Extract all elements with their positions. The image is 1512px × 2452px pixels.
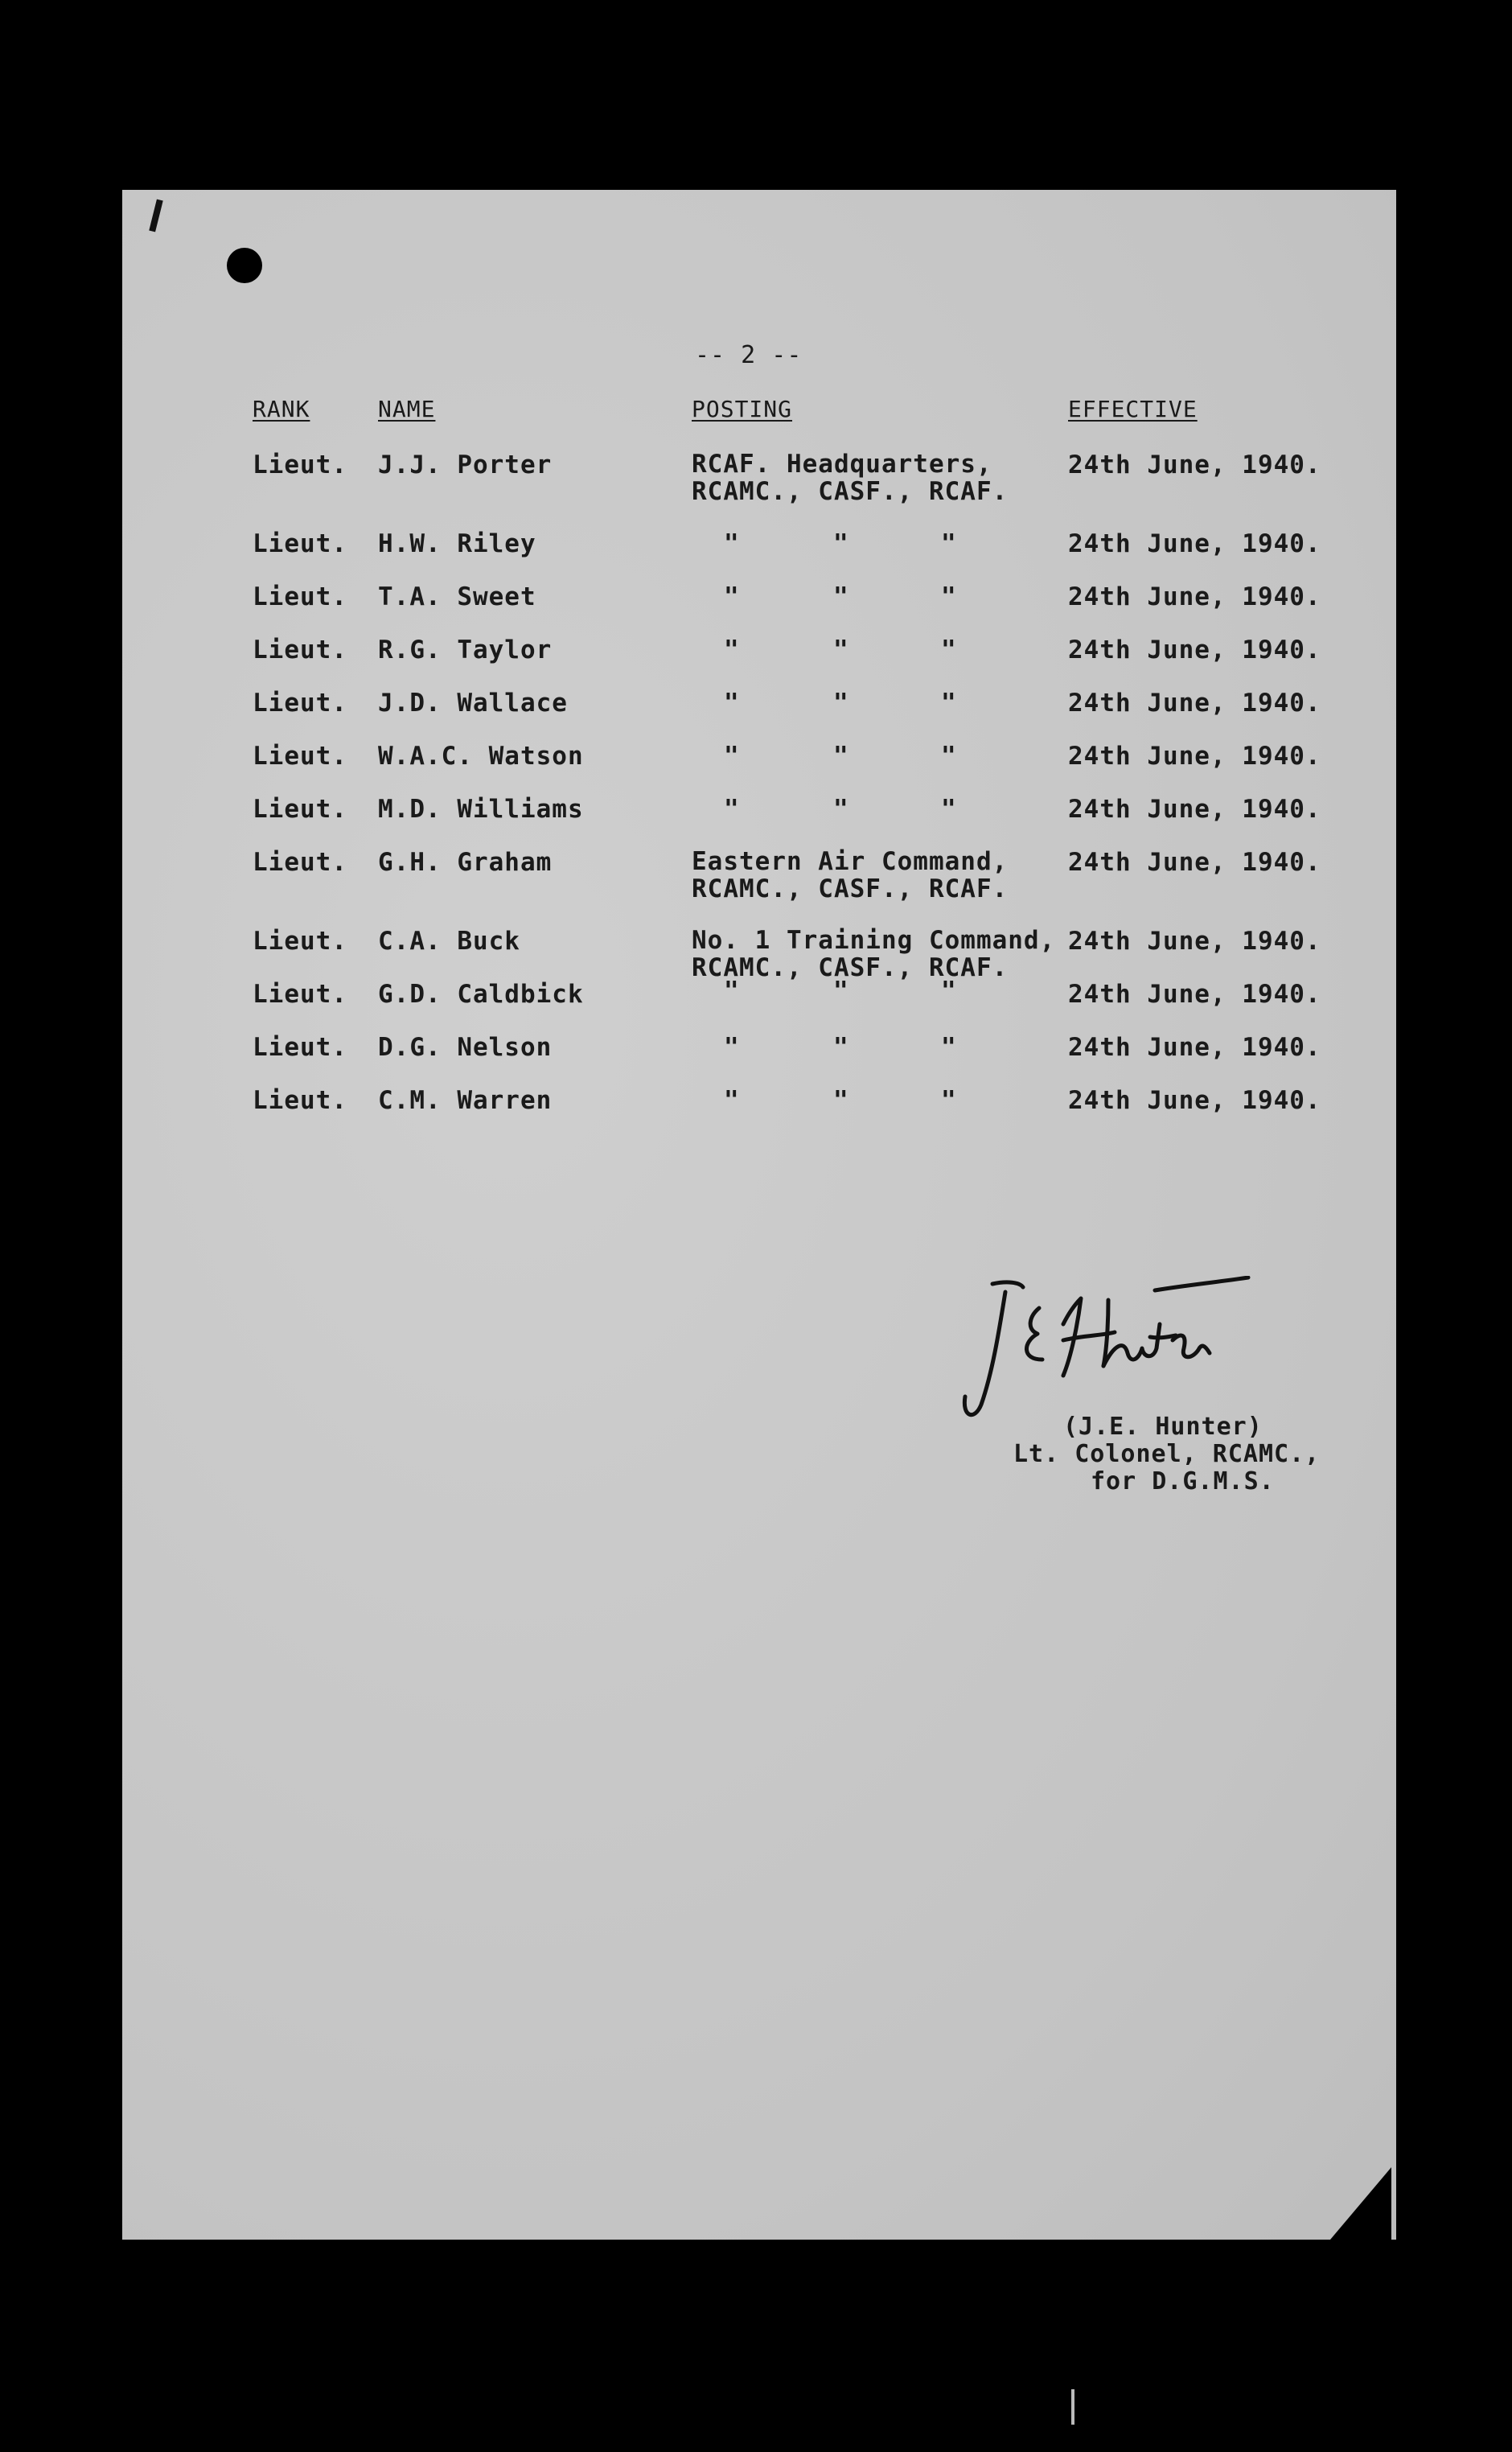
rank-cell: Lieut. <box>253 450 347 479</box>
posting-line: RCAMC., CASF., RCAF. <box>692 874 1009 903</box>
ditto-mark: " <box>833 689 849 718</box>
ditto-mark: " <box>833 529 849 558</box>
signatory-rank: Lt. Colonel, RCAMC., <box>1013 1440 1321 1468</box>
name-cell: T.A. Sweet <box>378 582 536 611</box>
rank-cell: Lieut. <box>253 742 347 771</box>
ditto-mark: " <box>941 795 957 824</box>
ditto-mark: " <box>724 1086 740 1115</box>
table-row <box>122 742 1396 790</box>
ditto-mark: " <box>833 636 849 664</box>
ink-mark <box>149 200 162 232</box>
name-cell: J.J. Porter <box>378 450 553 479</box>
table-row <box>122 450 1396 506</box>
name-cell: M.D. Williams <box>378 795 584 824</box>
signatory-name: (J.E. Hunter) <box>1063 1413 1263 1441</box>
effective-cell: 24th June, 1940. <box>1068 927 1321 956</box>
effective-cell: 24th June, 1940. <box>1068 529 1321 558</box>
ditto-mark: " <box>941 977 957 1006</box>
effective-cell: 24th June, 1940. <box>1068 742 1321 771</box>
posting-line: Eastern Air Command, <box>692 847 1009 876</box>
header-effective: EFFECTIVE <box>1068 396 1198 422</box>
name-cell: G.H. Graham <box>378 848 553 877</box>
ditto-mark: " <box>724 742 740 771</box>
name-cell: W.A.C. Watson <box>378 742 584 771</box>
posting-line: RCAMC., CASF., RCAF. <box>692 953 1009 982</box>
ditto-mark: " <box>941 582 957 611</box>
ditto-mark: " <box>941 1086 957 1115</box>
table-row <box>122 582 1396 631</box>
ditto-mark: " <box>724 689 740 718</box>
ditto-mark: " <box>941 689 957 718</box>
name-cell: G.D. Caldbick <box>378 980 584 1009</box>
folded-corner <box>1330 2167 1391 2240</box>
ditto-mark: " <box>724 977 740 1006</box>
posting-line: No. 1 Training Command, <box>692 926 1056 955</box>
header-rank: RANK <box>253 396 310 422</box>
rank-cell: Lieut. <box>253 980 347 1009</box>
ditto-mark: " <box>941 529 957 558</box>
page-number: -- 2 -- <box>695 341 803 369</box>
rank-cell: Lieut. <box>253 689 347 718</box>
effective-cell: 24th June, 1940. <box>1068 450 1321 479</box>
rank-cell: Lieut. <box>253 529 347 558</box>
ditto-mark: " <box>833 582 849 611</box>
table-row <box>122 795 1396 843</box>
ditto-mark: " <box>724 795 740 824</box>
table-row <box>122 636 1396 684</box>
table-row <box>122 977 1396 1028</box>
rank-cell: Lieut. <box>253 636 347 664</box>
rank-cell: Lieut. <box>253 582 347 611</box>
effective-cell: 24th June, 1940. <box>1068 1033 1321 1062</box>
posting-line: RCAF. Headquarters, <box>692 450 992 479</box>
rank-cell: Lieut. <box>253 795 347 824</box>
table-row <box>122 847 1396 903</box>
handwritten-signature <box>943 1276 1264 1429</box>
signature-block <box>894 1276 1321 1517</box>
scan-mark <box>1071 2389 1074 2425</box>
table-row <box>122 1086 1396 1134</box>
table-row <box>122 529 1396 578</box>
ditto-mark: " <box>833 795 849 824</box>
name-cell: J.D. Wallace <box>378 689 568 718</box>
ditto-mark: " <box>941 636 957 664</box>
posting-line: RCAMC., CASF., RCAF. <box>692 477 1009 506</box>
name-cell: D.G. Nelson <box>378 1033 553 1062</box>
header-posting: POSTING <box>692 396 793 422</box>
ditto-mark: " <box>724 1033 740 1062</box>
rank-cell: Lieut. <box>253 1086 347 1115</box>
signatory-for: for D.G.M.S. <box>1091 1467 1275 1495</box>
ditto-mark: " <box>724 582 740 611</box>
table-row <box>122 1033 1396 1081</box>
effective-cell: 24th June, 1940. <box>1068 795 1321 824</box>
ditto-mark: " <box>833 742 849 771</box>
punch-hole <box>227 248 262 283</box>
ditto-mark: " <box>724 529 740 558</box>
header-name: NAME <box>378 396 436 422</box>
name-cell: C.A. Buck <box>378 927 520 956</box>
name-cell: H.W. Riley <box>378 529 536 558</box>
table-row <box>122 689 1396 737</box>
ditto-mark: " <box>833 1033 849 1062</box>
document-page <box>122 190 1396 2240</box>
effective-cell: 24th June, 1940. <box>1068 848 1321 877</box>
effective-cell: 24th June, 1940. <box>1068 689 1321 718</box>
posting-cell <box>692 848 1008 903</box>
ditto-mark: " <box>941 742 957 771</box>
ditto-mark: " <box>941 1033 957 1062</box>
name-cell: C.M. Warren <box>378 1086 553 1115</box>
name-cell: R.G. Taylor <box>378 636 553 664</box>
posting-cell <box>692 927 1055 981</box>
ditto-mark: " <box>833 977 849 1006</box>
table-row <box>122 926 1396 982</box>
rank-cell: Lieut. <box>253 927 347 956</box>
ditto-mark: " <box>833 1086 849 1115</box>
posting-cell <box>692 450 1008 505</box>
rank-cell: Lieut. <box>253 1033 347 1062</box>
effective-cell: 24th June, 1940. <box>1068 636 1321 664</box>
rank-cell: Lieut. <box>253 848 347 877</box>
effective-cell: 24th June, 1940. <box>1068 980 1321 1009</box>
ditto-mark: " <box>724 636 740 664</box>
effective-cell: 24th June, 1940. <box>1068 582 1321 611</box>
effective-cell: 24th June, 1940. <box>1068 1086 1321 1115</box>
